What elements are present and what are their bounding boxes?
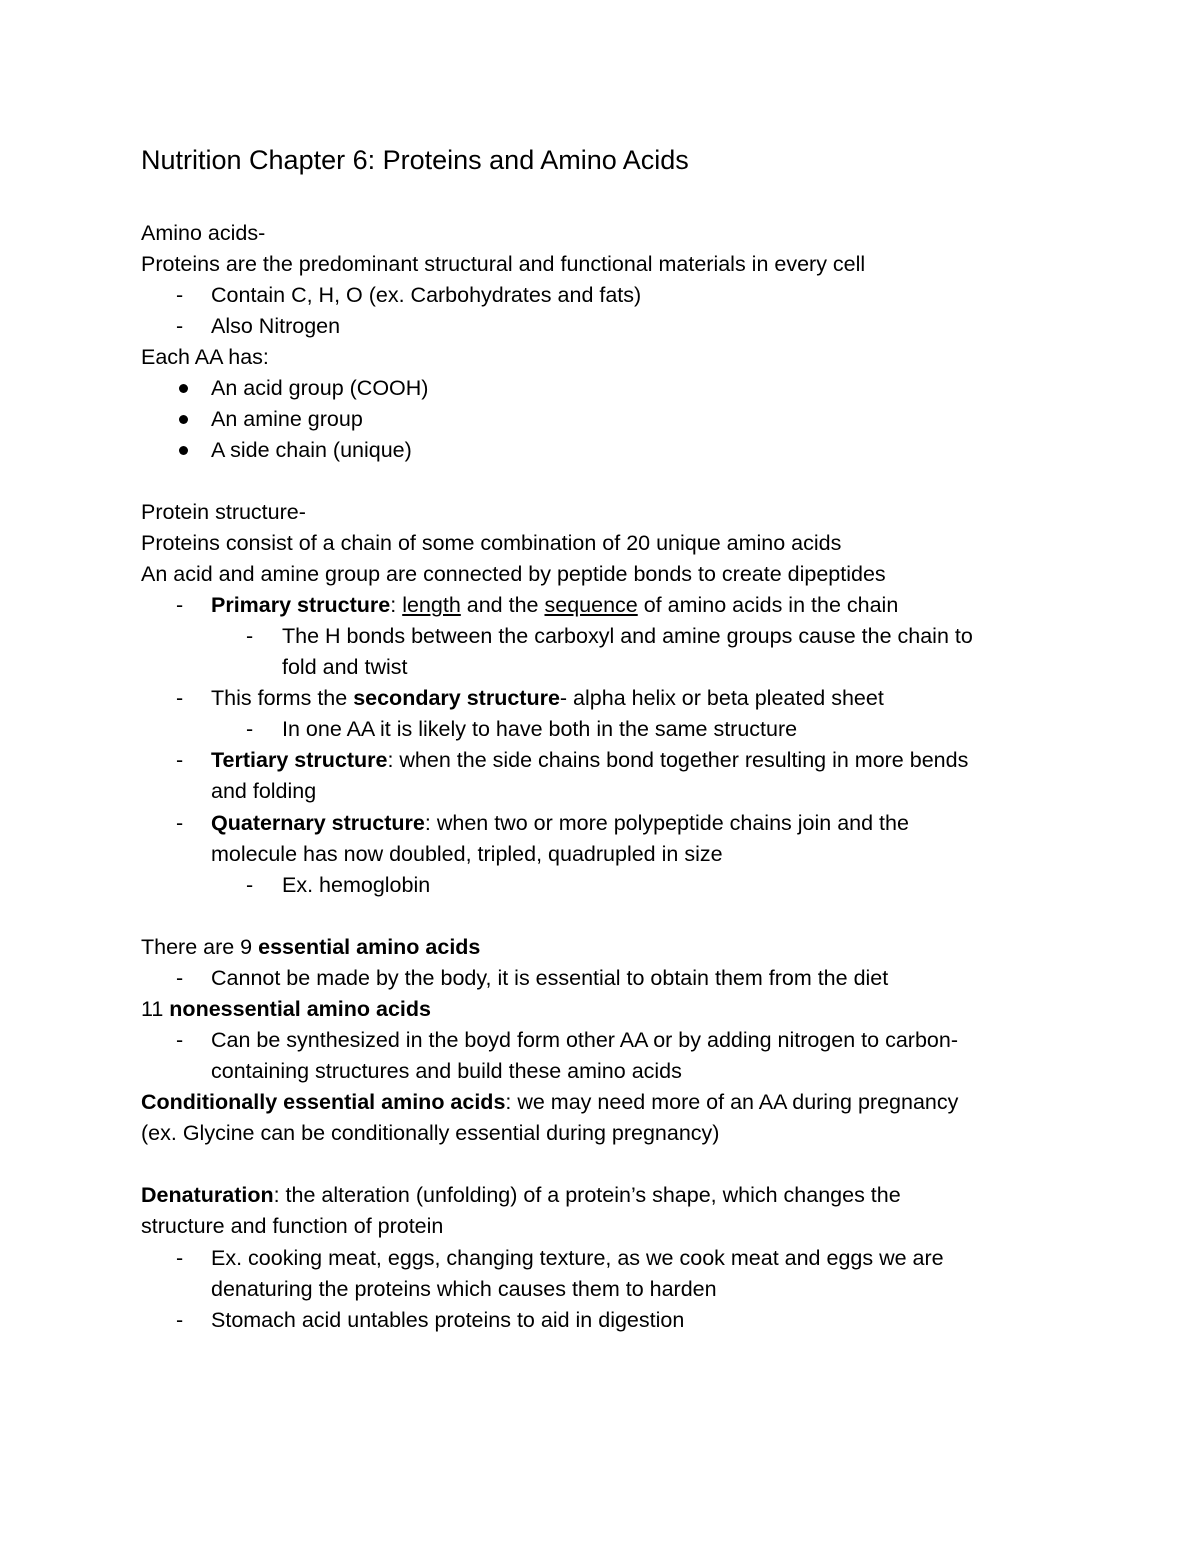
list-item-synthesized: Can be synthesized in the boyd form other AA or by adding nitrogen to carbon- [211, 1028, 958, 1052]
term-denaturation: Denaturation [141, 1183, 274, 1207]
paragraph-peptide-bonds: An acid and amine group are connected by peptide bonds to create dipeptides [141, 562, 886, 586]
list-item-tertiary-structure: Tertiary structure: when the side chains bond together resulting in more bends [211, 748, 969, 772]
list-item-primary-structure: Primary structure: length and the sequence of amino acids in the chain [211, 593, 899, 617]
list-dash: - [176, 1308, 184, 1332]
section-heading-amino-acids: Amino acids- [141, 221, 266, 245]
term-secondary-structure: secondary structure [353, 686, 560, 710]
term-conditionally-essential: Conditionally essential amino acids [141, 1090, 506, 1114]
list-item-quaternary-structure: Quaternary structure: when two or more polypeptide chains join and the [211, 811, 909, 835]
bullet-dot [179, 384, 188, 393]
list-item-cooking-cont: denaturing the proteins which causes them to harden [211, 1277, 717, 1301]
list-dash: - [246, 873, 254, 897]
underlined-length: length [402, 593, 461, 617]
list-dash: - [176, 686, 184, 710]
list-item-cooking: Ex. cooking meat, eggs, changing texture, as we cook meat and eggs we are [211, 1246, 944, 1270]
list-item-secondary-structure: This forms the secondary structure- alpha helix or beta pleated sheet [211, 686, 884, 710]
paragraph-conditional: Conditionally essential amino acids: we may need more of an AA during pregnancy [141, 1090, 959, 1114]
list-dash: - [176, 1028, 184, 1052]
underlined-sequence: sequence [544, 593, 638, 617]
list-item-nitrogen: Also Nitrogen [211, 314, 341, 338]
list-item-side-chain: A side chain (unique) [211, 438, 412, 462]
list-dash: - [176, 966, 184, 990]
list-dash: - [246, 717, 254, 741]
paragraph-proteins-intro: Proteins are the predominant structural and functional materials in every cell [141, 252, 866, 276]
list-dash: - [176, 593, 184, 617]
list-dash: - [176, 811, 184, 835]
paragraph-conditional-cont: (ex. Glycine can be conditionally essential during pregnancy) [141, 1121, 720, 1145]
list-item-h-bonds: The H bonds between the carboxyl and amine groups cause the chain to [282, 624, 973, 648]
term-essential-amino-acids: essential amino acids [258, 935, 481, 959]
list-item-acid-group: An acid group (COOH) [211, 376, 429, 400]
list-item-synthesized-cont: containing structures and build these amino acids [211, 1059, 682, 1083]
list-item-quaternary-cont: molecule has now doubled, tripled, quadrupled in size [211, 842, 723, 866]
term-quaternary-structure: Quaternary structure [211, 811, 425, 835]
list-dash: - [176, 283, 184, 307]
paragraph-chain: Proteins consist of a chain of some combination of 20 unique amino acids [141, 531, 842, 555]
section-heading-protein-structure: Protein structure- [141, 500, 306, 524]
paragraph-denaturation-cont: structure and function of protein [141, 1214, 444, 1238]
bullet-dot [179, 446, 188, 455]
paragraph-essential: There are 9 essential amino acids [141, 935, 481, 959]
list-item-stomach-acid: Stomach acid untables proteins to aid in digestion [211, 1308, 685, 1332]
paragraph-each-aa: Each AA has: [141, 345, 269, 369]
list-item-both-structures: In one AA it is likely to have both in the same structure [282, 717, 798, 741]
list-item-contain-elements: Contain C, H, O (ex. Carbohydrates and fats) [211, 283, 642, 307]
term-nonessential-amino-acids: nonessential amino acids [169, 997, 431, 1021]
paragraph-nonessential: 11 nonessential amino acids [141, 997, 431, 1021]
list-dash: - [246, 624, 254, 648]
paragraph-denaturation: Denaturation: the alteration (unfolding) of a protein’s shape, which changes the [141, 1183, 901, 1207]
list-dash: - [176, 1246, 184, 1270]
list-item-hemoglobin: Ex. hemoglobin [282, 873, 431, 897]
list-item-h-bonds-cont: fold and twist [282, 655, 408, 679]
list-dash: - [176, 314, 184, 338]
term-tertiary-structure: Tertiary structure [211, 748, 388, 772]
list-item-tertiary-cont: and folding [211, 779, 317, 803]
list-item-amine-group: An amine group [211, 407, 363, 431]
list-dash: - [176, 748, 184, 772]
list-item-essential-diet: Cannot be made by the body, it is essential to obtain them from the diet [211, 966, 889, 990]
page-title: Nutrition Chapter 6: Proteins and Amino Acids [141, 145, 689, 175]
bullet-dot [179, 415, 188, 424]
term-primary-structure: Primary structure [211, 593, 391, 617]
